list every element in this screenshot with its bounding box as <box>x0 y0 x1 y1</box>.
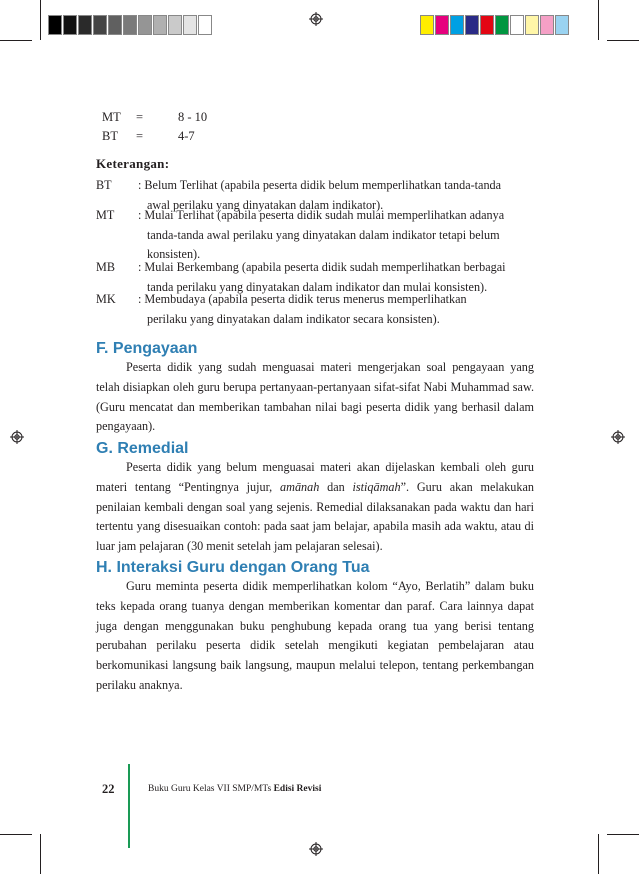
color-swatch <box>510 15 524 35</box>
grayscale-swatch <box>48 15 62 35</box>
footer-title-text: Buku Guru Kelas VII SMP/MTs <box>148 784 274 794</box>
rating-code: BT <box>102 129 118 143</box>
keterangan-line: : Membudaya (apabila peserta didik terus menerus memperlihatkan <box>138 292 467 306</box>
grayscale-swatch <box>183 15 197 35</box>
registration-target-icon <box>10 430 24 444</box>
remedial-text: dan <box>319 479 353 494</box>
grayscale-swatch <box>108 15 122 35</box>
color-swatch <box>465 15 479 35</box>
footer-rule <box>128 764 130 848</box>
grayscale-swatch <box>63 15 77 35</box>
keterangan-line: : Mulai Terlihat (apabila peserta didik sudah mulai memperlihatkan adanya <box>138 208 505 222</box>
registration-target-icon <box>611 430 625 444</box>
grayscale-swatch <box>123 15 137 35</box>
color-swatch <box>540 15 554 35</box>
keterangan-desc <box>138 206 538 265</box>
keterangan-line: perilaku yang dinyatakan dalam indikator secara konsisten). <box>147 311 440 326</box>
grayscale-bar <box>48 15 213 35</box>
keterangan-title: Keterangan: <box>96 156 170 171</box>
keterangan-line: tanda perilaku yang dinyatakan dalam indikator dan mulai konsisten). <box>147 279 488 294</box>
term-istiqamah: istiqāmah <box>352 479 401 494</box>
keterangan-desc <box>138 290 538 329</box>
color-bar <box>420 15 570 35</box>
keterangan-code: BT <box>96 178 112 192</box>
color-swatch <box>495 15 509 35</box>
grayscale-swatch <box>168 15 182 35</box>
keterangan-line: : Mulai Berkembang (apabila peserta didik sudah memperlihatkan berbagai <box>138 260 506 274</box>
remedial-text: Peserta didik yang belum menguasai materi akan dijelaskan kembali oleh guru materi tentang “Pentingnya jujur, <box>96 460 534 494</box>
color-swatch <box>525 15 539 35</box>
color-swatch <box>420 15 434 35</box>
keterangan-code: MT <box>96 208 115 222</box>
section-heading-remedial: G. Remedial <box>96 440 189 457</box>
keterangan-line: tanda-tanda awal perilaku yang dinyatakan dalam indikator tetapi belum <box>147 227 500 242</box>
keterangan-line: : Belum Terlihat (apabila peserta didik belum memperlihatkan tanda-tanda <box>138 178 502 192</box>
color-swatch <box>555 15 569 35</box>
keterangan-line: awal perilaku yang dinyatakan dalam indikator). <box>147 197 384 212</box>
paragraph-interaksi: Guru meminta peserta didik memperlihatkan kolom “Ayo, Berlatih” dalam buku teks kepada orang tuanya dengan memberikan komentar dan paraf. Cara lainnya dapat juga dengan menggunakan buku penghubung kepada orang tua yang berisi tentang perubahan perilaku peserta didik setelah mengikuti kegiatan pembelajaran atau berkomunikasi langsung baik langsung, maupun melalui telepon, tentang perkembangan perilaku anaknya. <box>96 579 534 692</box>
grayscale-swatch <box>138 15 152 35</box>
keterangan-code: MB <box>96 260 115 274</box>
keterangan-line: konsisten). <box>147 247 201 261</box>
rating-range: 4-7 <box>178 129 195 143</box>
paragraph-remedial <box>96 458 534 557</box>
remedial-text: ”. Guru akan melakukan penilaian kembali dengan soal yang sejenis. Remedial dilaksanakan pada waktu dan hari tertentu yang disesuaikan contoh: pada saat jam belajar, apabila masih ada waktu, atau di luar jam pelajaran (30 menit setelah jam pelajaran selesai). <box>96 479 534 554</box>
section-heading-interaksi: H. Interaksi Guru dengan Orang Tua <box>96 559 370 576</box>
registration-target-icon <box>309 842 323 856</box>
color-swatch <box>480 15 494 35</box>
grayscale-swatch <box>198 15 212 35</box>
color-swatch <box>450 15 464 35</box>
grayscale-swatch <box>153 15 167 35</box>
keterangan-code: MK <box>96 292 116 306</box>
registration-target-icon <box>309 12 323 26</box>
paragraph-pengayaan: Peserta didik yang sudah menguasai materi mengerjakan soal pengayaan yang telah disiapkan oleh guru berupa pertanyaan-pertanyaan sifat-sifat Nabi Muhammad saw. (Guru mencatat dan memberikan tambahan nilai bagi peserta didik yang berhasil dalam pengayaan). <box>96 360 534 434</box>
rating-range: 8 - 10 <box>178 110 208 124</box>
grayscale-swatch <box>93 15 107 35</box>
section-heading-pengayaan: F. Pengayaan <box>96 340 198 357</box>
rating-equals: = <box>136 110 144 124</box>
color-swatch <box>435 15 449 35</box>
rating-equals: = <box>136 129 144 143</box>
grayscale-swatch <box>78 15 92 35</box>
rating-code: MT <box>102 110 121 124</box>
footer-edition: Edisi Revisi <box>273 784 322 794</box>
term-amanah: amānah <box>280 479 320 494</box>
page-number: 22 <box>102 782 115 796</box>
footer-book-title <box>148 784 321 794</box>
